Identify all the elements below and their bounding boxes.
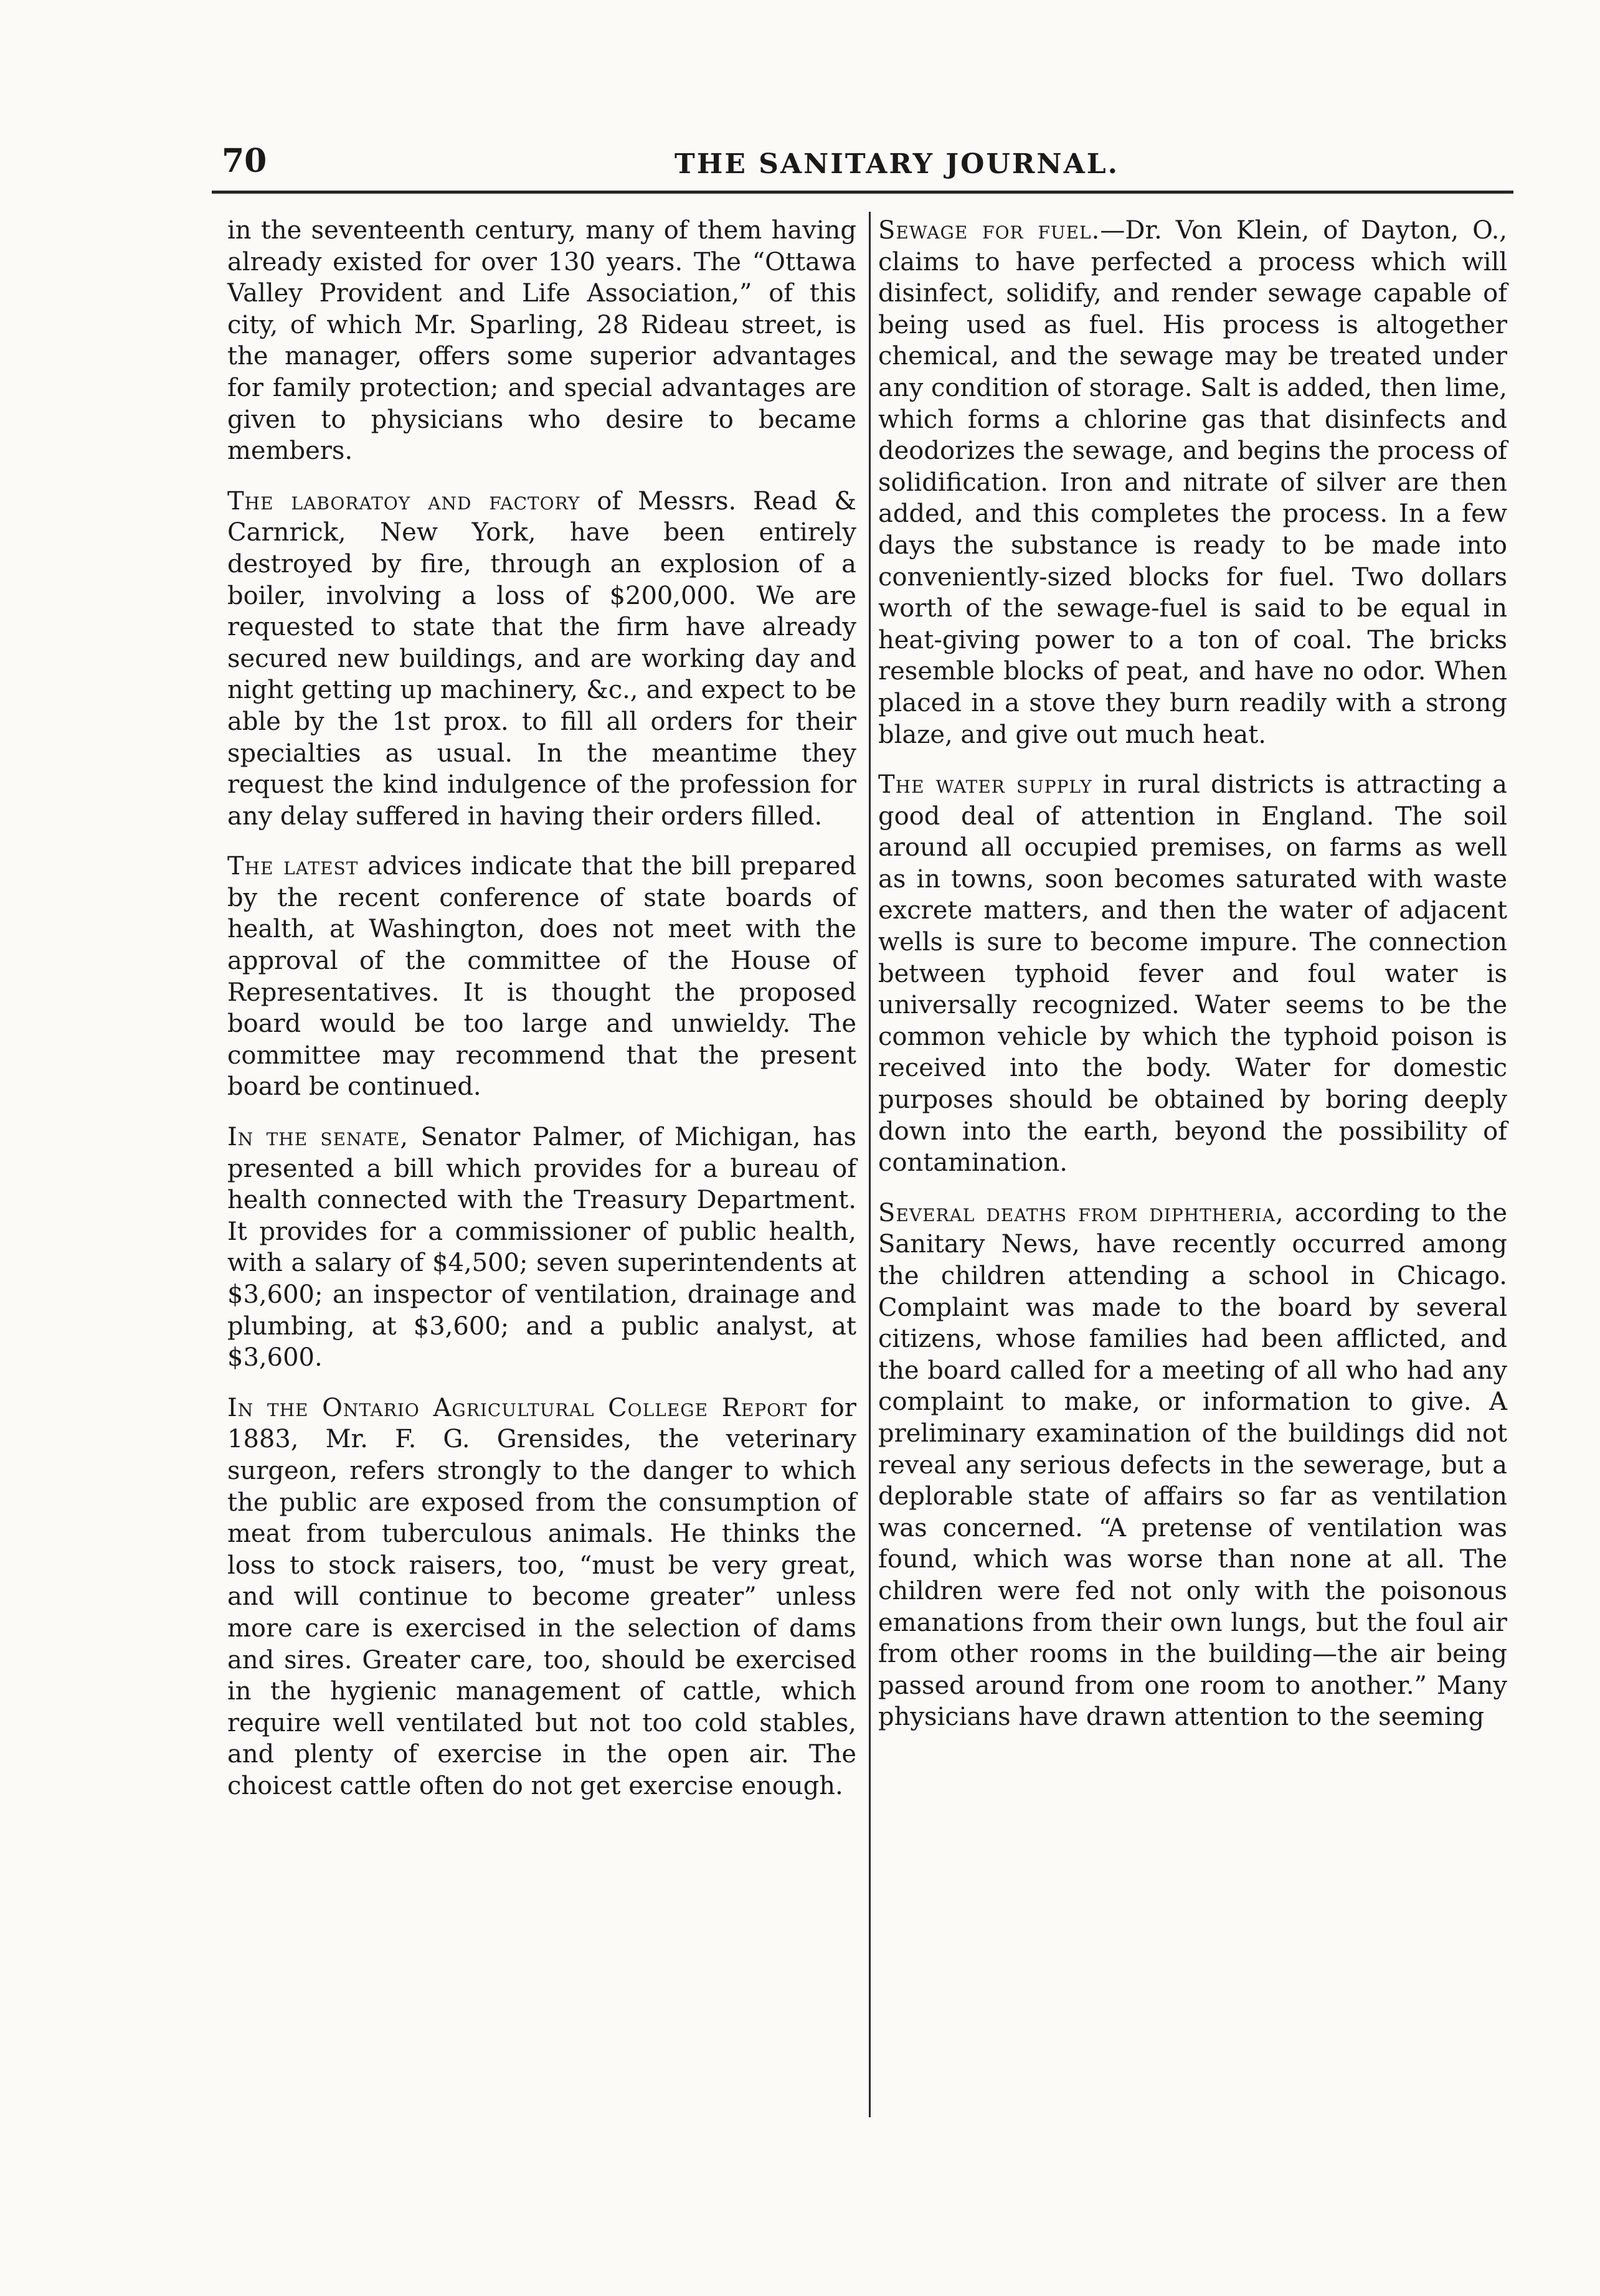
- left-paragraph: [227, 215, 856, 467]
- right-column: [878, 215, 1507, 1752]
- running-head: THE SANITARY JOURNAL.: [675, 148, 1119, 180]
- paragraph-lead: The latest: [227, 852, 359, 881]
- paragraph-lead: The laboratoy and factory: [227, 486, 580, 516]
- right-paragraph: [878, 769, 1507, 1179]
- column-divider: [869, 212, 871, 2117]
- left-paragraph: [227, 851, 856, 1103]
- left-column: [227, 215, 856, 1821]
- paragraph-text: —Dr. Von Klein, of Dayton, O., claims to have perfected a process which will disinfect, solidify, and render sewage capable of being used as fuel. His process is altogether chemical, and the sewage may be treated under any condition of storage. Salt is added, then lime, which forms a chlorine gas that disinfects and deodorizes the sewage, and begins the process of solidification. Iron and nitrate of silver are then added, and this completes the process. In a few days the substance is ready to be made into conveniently-sized blocks for fuel. Two dollars worth of the sewage-fuel is said to be equal in heat-giving power to a ton of coal. The bricks resemble blocks of peat, and have no odor. When placed in a stove they burn readily with a strong blaze, and give out much heat.: [878, 216, 1507, 749]
- paragraph-lead: The water supply: [878, 770, 1092, 800]
- right-paragraph: [878, 215, 1507, 750]
- left-paragraph: [227, 486, 856, 833]
- paragraph-text: according to the Sanitary News, have recently occurred among the children attending a school in Chicago. Complaint was made to the board by several citizens, whose families had been afflicted, and the board called for a meeting of all who had any complaint to make, or information to give. A preliminary examination of the buildings did not reveal any serious defects in the sewerage, but a deplorable state of affairs so far as ventilation was concerned. “A pretense of ventilation was found, which was worse than none at all. The children were fed not only with the poisonous emanations from their own lungs, but the foul air from other rooms in the building—the air being passed around from one room to another.” Many physicians have drawn attention to the seeming: [878, 1198, 1507, 1732]
- paragraph-text: Senator Palmer, of Michigan, has presented a bill which provides for a bureau of health connected with the Treasury Department. It provides for a commissioner of public health, with a salary of $4,500; seven superintendents at $3,600; an inspector of ventilation, drainage and plumbing, at $3,600; and a public analyst, at $3,600.: [227, 1123, 856, 1372]
- paragraph-lead: Sewage for fuel.: [878, 216, 1101, 245]
- paragraph-text: in the seventeenth century, many of them having already existed for over 130 years. The “Ottawa Valley Provident and Life Association,” of this city, of which Mr. Sparling, 28 Rideau street, is the manager, offers some superior advantages for family protection; and special advantages are given to physicians who desire to became members.: [227, 216, 856, 466]
- page-number: 70: [222, 142, 267, 180]
- paragraph-lead: Several deaths from diphtheria,: [878, 1198, 1284, 1227]
- paragraph-lead: In the senate,: [227, 1123, 409, 1152]
- header-rule: [212, 191, 1513, 194]
- right-paragraph: [878, 1198, 1507, 1733]
- paragraph-lead: In the Ontario Agricultural College Report: [227, 1393, 808, 1422]
- paragraph-text: in rural districts is attracting a good deal of attention in England. The soil around all occupied premises, on farms as well as in towns, soon becomes saturated with waste excrete matters, and then the water of adjacent wells is sure to become impure. The connection between typhoid fever and foul water is universally recognized. Water seems to be the common vehicle by which the typhoid poison is received into the body. Water for domestic purposes should be obtained by boring deeply down into the earth, beyond the possibility of contamination.: [878, 770, 1507, 1178]
- paragraph-text: advices indicate that the bill prepared by the recent conference of state boards of health, at Washington, does not meet with the approval of the committee of the House of Representatives. It is thought the proposed board would be too large and unwieldy. The committee may recommend that the present board be continued.: [227, 852, 857, 1102]
- left-paragraph: [227, 1392, 856, 1802]
- paragraph-text: of Messrs. Read & Carnrick, New York, have been entirely destroyed by fire, through an explosion of a boiler, involving a loss of $200,000. We are requested to state that the firm have already secured new buildings, and are working day and night getting up machinery, &c., and expect to be able by the 1st prox. to fill all orders for their specialties as usual. In the meantime they request the kind indulgence of the profession for any delay suffered in having their orders filled.: [227, 486, 857, 831]
- left-paragraph: [227, 1122, 856, 1374]
- paragraph-text: for 1883, Mr. F. G. Grensides, the veterinary surgeon, refers strongly to the danger to which the public are exposed from the consumption of meat from tuberculous animals. He thinks the loss to stock raisers, too, “must be very great, and will continue to become greater” unless more care is exercised in the selection of dams and sires. Greater care, too, should be exercised in the hygienic management of cattle, which require well ventilated but not too cold stables, and plenty of exercise in the open air. The choicest cattle often do not get exercise enough.: [227, 1393, 856, 1800]
